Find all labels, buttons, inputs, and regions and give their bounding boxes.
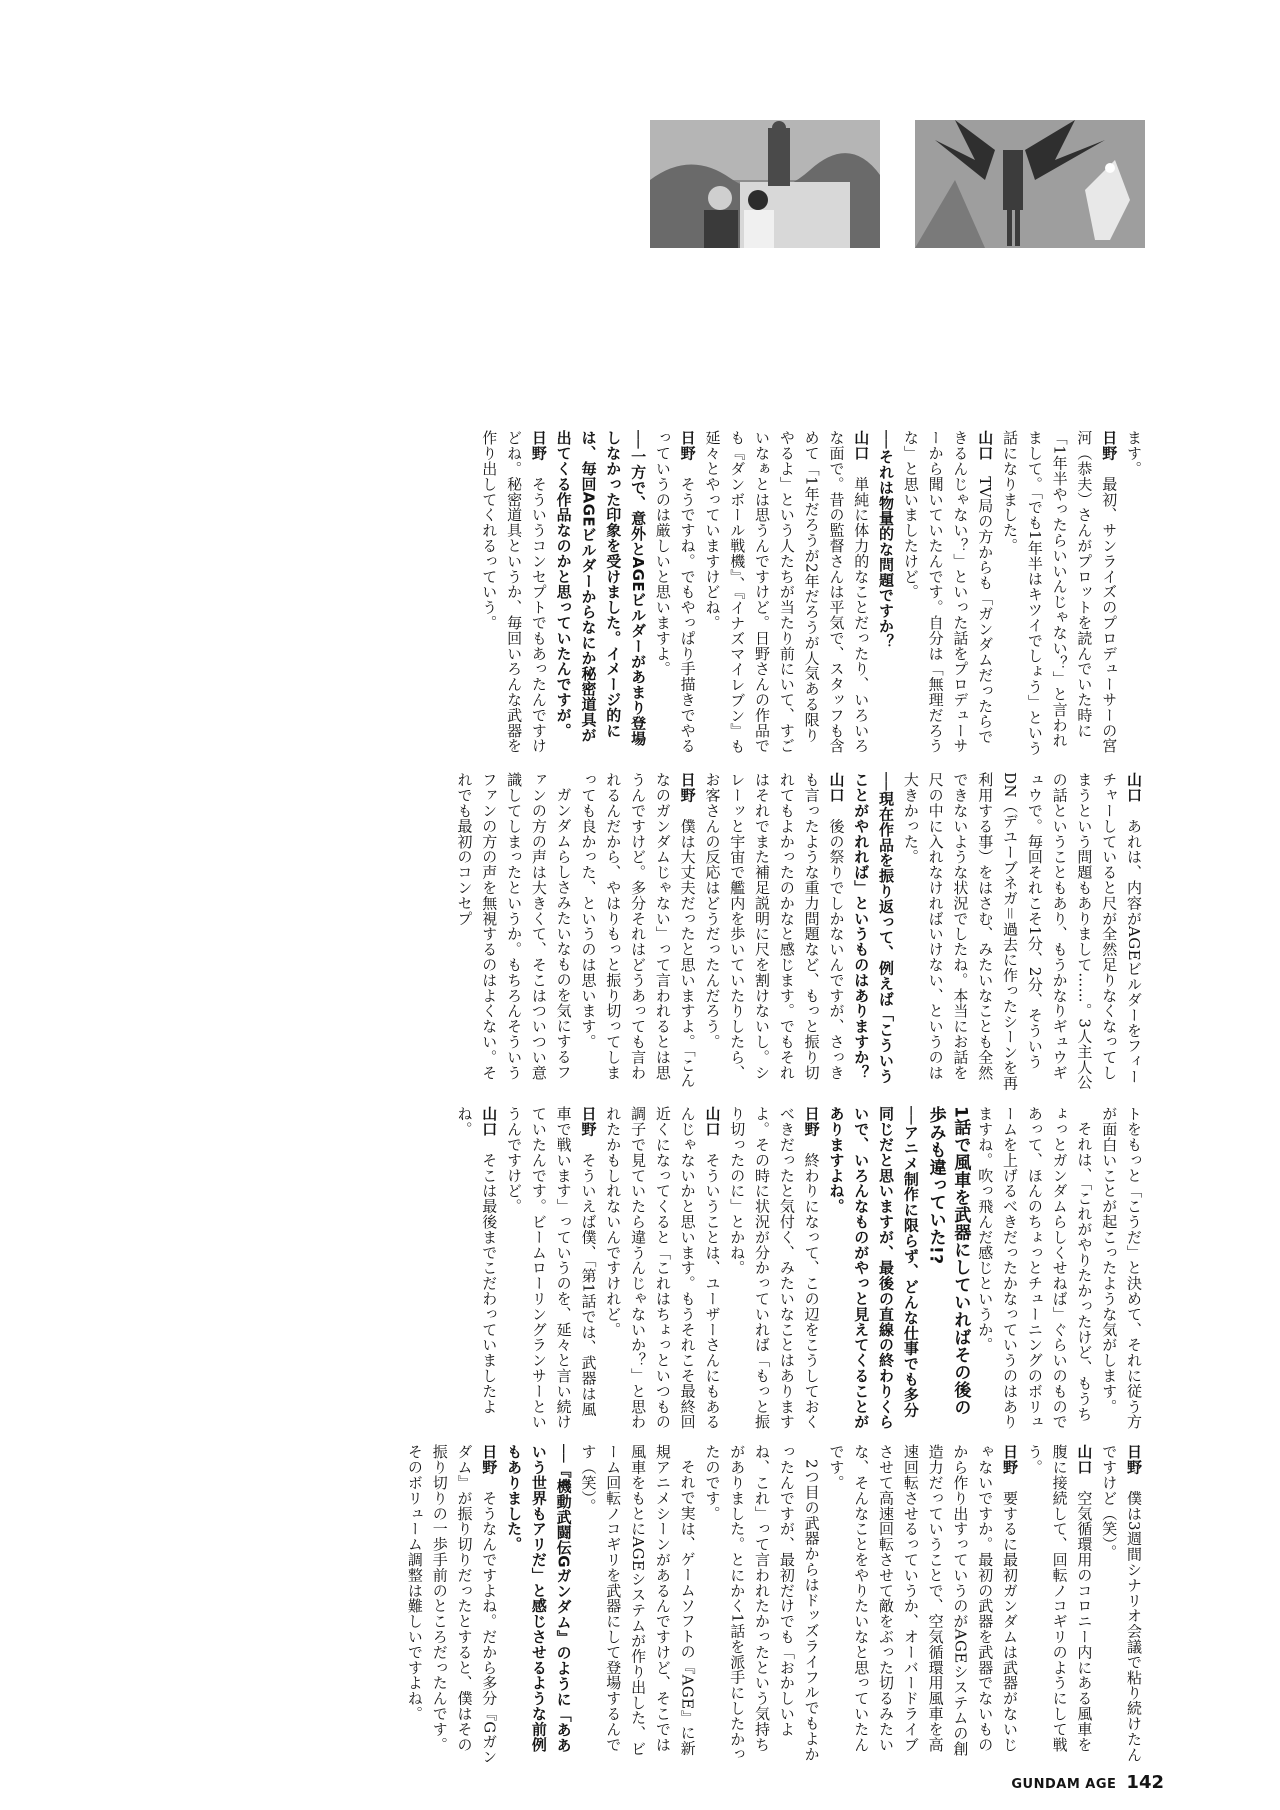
- speaker-name: 日野: [1125, 1444, 1143, 1475]
- speaker-name: 山口: [1075, 1444, 1094, 1475]
- interviewer-question: ──それは物量的な問題ですか？: [877, 430, 896, 650]
- answer-paragraph: [452, 772, 576, 1094]
- answer-paragraph: [700, 430, 874, 757]
- paragraph-text: 要するに最初ガンダムは武器がないじゃないですか。最初の武器を武器でないものから作り出すっていうのがAGEシステムの創造力だっていうことで、空気循環用風車を高速回転させるっていうか、オーバードライブさせて高速回転させて敵をぶった切るみたいな、そんなことをやりたいなと思っていたんです。: [827, 1444, 1020, 1757]
- text-tier-2: [150, 772, 1146, 1094]
- page-number: 142: [1126, 1772, 1164, 1793]
- paragraph-text: そういえば僕、「第1話では、武器は風車で戦います」っていうのを、延々と言い続けていたんです。ビームローリングランサーというんですけど。: [505, 1106, 598, 1430]
- answer-paragraph: [898, 430, 997, 757]
- answer-paragraph: [501, 1106, 600, 1431]
- paragraph-text: 僕は3週間シナリオ会議で粘り続けたんですけど（笑）。: [1100, 1444, 1143, 1762]
- answer-paragraph: [576, 1444, 700, 1766]
- series-title: GUNDAM AGE: [1011, 1777, 1117, 1792]
- section-heading: 1話で風車を武器にしていればその後の歩みも違っていた!?: [925, 1106, 971, 1416]
- answer-paragraph: [452, 1106, 502, 1431]
- answer-paragraph: [724, 1106, 823, 1431]
- page-footer: [1011, 1772, 1164, 1793]
- photo-two-men-before-statue: [650, 120, 880, 248]
- paragraph-text: あれは、内容がAGEビルダーをフィーチャーしていると尺が全然足りなくなってしまうという問題もありまして……。3人主人公の話ということもあり、もうかなりギュウギュウで。毎回それこそ1分、2分、そういうDN（デユーブネガ＝過去に作ったシーンを再利用する事）をはさむ、みたいなことも全然できないような状況でしたね。本当にお話を尺の中に入れなければいけない、というのは大きかった。: [901, 772, 1143, 1091]
- speaker-name: 山口: [480, 1106, 499, 1137]
- paragraph-text: ガンダムらしさみたいなものを気にするファンの方の声は大きくて、そこはついつい意識してしまったというか。もちろんそういうファンの方の声を無視するのはよくない。それでも最初のコンセプ: [455, 772, 573, 1080]
- answer-paragraph: [824, 1444, 1022, 1766]
- paragraph-text: 後の祭りでしかないんですが、さっきも言ったような重力問題など、もっと振り切れてもよかったのかなと感じます。でもそれはそれでまた補足説明に尺を割けないし。シレーッと宇宙で艦内を歩いていたりしたら、お客さんの反応はどうだったんだろう。: [703, 772, 846, 1081]
- speaker-name: 山口: [827, 772, 846, 803]
- paragraph-text: それで実は、ゲームソフトの『AGE』に新規アニメシーンがあるんですけど、そこでは風車をもとにAGEシステムが作り出した、ビーム回転ノコギリを武器にして登場するんです（笑）。: [579, 1444, 697, 1757]
- photo-illustration: [915, 120, 1145, 248]
- answer-paragraph: [576, 772, 700, 1094]
- photo-illustration: [650, 120, 880, 248]
- speaker-name: 日野: [1001, 1444, 1020, 1475]
- interviewer-question: ──アニメ制作に限らず、どんな仕事でも多分同じだと思いますが、最後の直線の終わりくらいで、いろんなものがやっと見えてくることがありますよね。: [827, 1106, 920, 1430]
- paragraph-text: トをもっと「こうだ」と決めて、それに従う方が面白いことが起こったような気がします。: [1100, 1106, 1143, 1430]
- photo-winged-mobile-suits: [915, 120, 1145, 248]
- text-tier-1: [150, 430, 1146, 757]
- paragraph-text: 僕は大丈夫だったと思いますよ。「こんなのガンダムじゃない」って言われるとは思うんですけど。多分それはどうあっても言われるんだから、やはりもっと振り切ってしまっても良かった、というのは思います。: [579, 772, 697, 1088]
- paragraph-text: 最初、サンライズのプロデューサーの宮河（恭夫）さんがプロットを読んでいた時に「1年半やったらいいんじゃない？」と言われまして。「でも1年半はキツイでしょう」という話になりました。: [1001, 430, 1119, 756]
- interviewer-question: ──一方で、意外とAGEビルダーがあまり登場しなかった印象を受けました。イメージ的には、毎回AGEビルダーからなにか秘密道具が出てくる作品なのかと思っていたんですが。: [554, 430, 648, 747]
- speaker-name: 日野: [480, 1444, 499, 1475]
- speaker-name: 山口: [1125, 772, 1143, 803]
- speaker-name: 日野: [802, 1106, 821, 1137]
- speaker-name: 日野: [579, 1106, 598, 1137]
- answer-paragraph: [650, 430, 700, 757]
- speaker-name: 日野: [1100, 430, 1119, 461]
- paragraph-text: それは、「これがやりたかったけど、もうちょっとガンダムらしくせねば」ぐらいのものであって、ほんのちょっとチューニングのボリュームを上げるべきだったかなっていうのはありますね。吹っ飛んだ感じというか。: [976, 1106, 1094, 1430]
- answer-paragraph: [997, 430, 1121, 757]
- text-tier-3: [150, 1106, 1146, 1431]
- speaker-name: 山口: [703, 1106, 722, 1137]
- speaker-name: 日野: [678, 772, 697, 803]
- paragraph-text: 空気循環用のコロニー内にある風車を腹に接続して、回転ノコギリのようにして戦う。: [1025, 1444, 1094, 1753]
- answer-paragraph: [1121, 430, 1146, 757]
- paragraph-text: そういうことは、ユーザーさんにもあるんじゃないかと思います。もうそれこそ最終回近くになってくると「これはちょっといつもの調子で見ていたら違うんじゃないか？」と思われたかもしれないんですけれど。: [604, 1106, 722, 1430]
- answer-paragraph: [1022, 1444, 1096, 1766]
- answer-paragraph: [700, 772, 849, 1094]
- paragraph-text: ます。: [1125, 430, 1143, 477]
- speaker-name: 山口: [976, 430, 995, 461]
- paragraph-text: そうですね。でもやっぱり手描きでやるっていうのは厳しいと思いますよ。: [653, 430, 697, 754]
- speaker-name: 日野: [678, 430, 697, 461]
- speaker-name: 日野: [529, 430, 548, 461]
- interviewer-question: ──『機動武闘伝Gガンダム』のように「ああいう世界もアリだ」と感じさせるような前例もありました。: [505, 1444, 573, 1753]
- paragraph-text: 単純に体力的なことだったり、いろいろな面で。昔の監督さんは平気で、スタッフも含めて「1年だろうが2年だろうが人気ある限りやるよ」という人たちが当たり前にいて、すごいなぁとは思うんですけど。日野さんの作品でも『ダンボール戦機』、『イナズマイレブン』も延々とやっていますけどね。: [703, 430, 871, 754]
- answer-paragraph: [972, 1106, 1096, 1431]
- answer-paragraph: [402, 1444, 501, 1766]
- answer-paragraph: [1096, 1444, 1146, 1766]
- paragraph-text: TV局の方からも「ガンダムだったらできるんじゃない？」といった話をプロデューサーから聞いていたんです。自分は「無理だろうな」と思いましたけど。: [901, 430, 995, 754]
- answer-paragraph: [476, 430, 550, 757]
- paragraph-text: 2つ目の武器からはドッズライフルでもよかったんですが、最初だけでも「おかしいよね、これ」って言われたかったという気持ちがありました。とにかく1話を派手にしたかったのです。: [703, 1444, 821, 1762]
- paragraph-text: そこは最後までこだわっていましたよね。: [455, 1106, 499, 1415]
- answer-paragraph: [898, 772, 1146, 1094]
- paragraph-text: 終わりになって、この辺をこうしておくべきだったと気付く、みたいなことはありますよ。その時に状況が分かっていれば「もっと振り切ったのに」とかね。: [728, 1106, 821, 1430]
- answer-paragraph: [1096, 1106, 1146, 1431]
- answer-paragraph: [600, 1106, 724, 1431]
- interviewer-question: ──現在作品を振り返って、例えば「こういうことがやれれば」というものはありますか？: [852, 772, 896, 1084]
- paragraph-text: そういうコンセプトでもあったんですけどね。秘密道具というか、毎回いろんな武器を作り出してくれるっていう。: [480, 430, 548, 754]
- paragraph-text: そうなんですよね。だから多分『Gガンダム』が振り切りだったとすると、僕はその振り切りの一歩手前のところだったんです。そのボリューム調整は難しいですよね。: [405, 1444, 499, 1765]
- text-tier-4: [150, 1444, 1146, 1766]
- speaker-name: 山口: [852, 430, 871, 461]
- answer-paragraph: [700, 1444, 824, 1766]
